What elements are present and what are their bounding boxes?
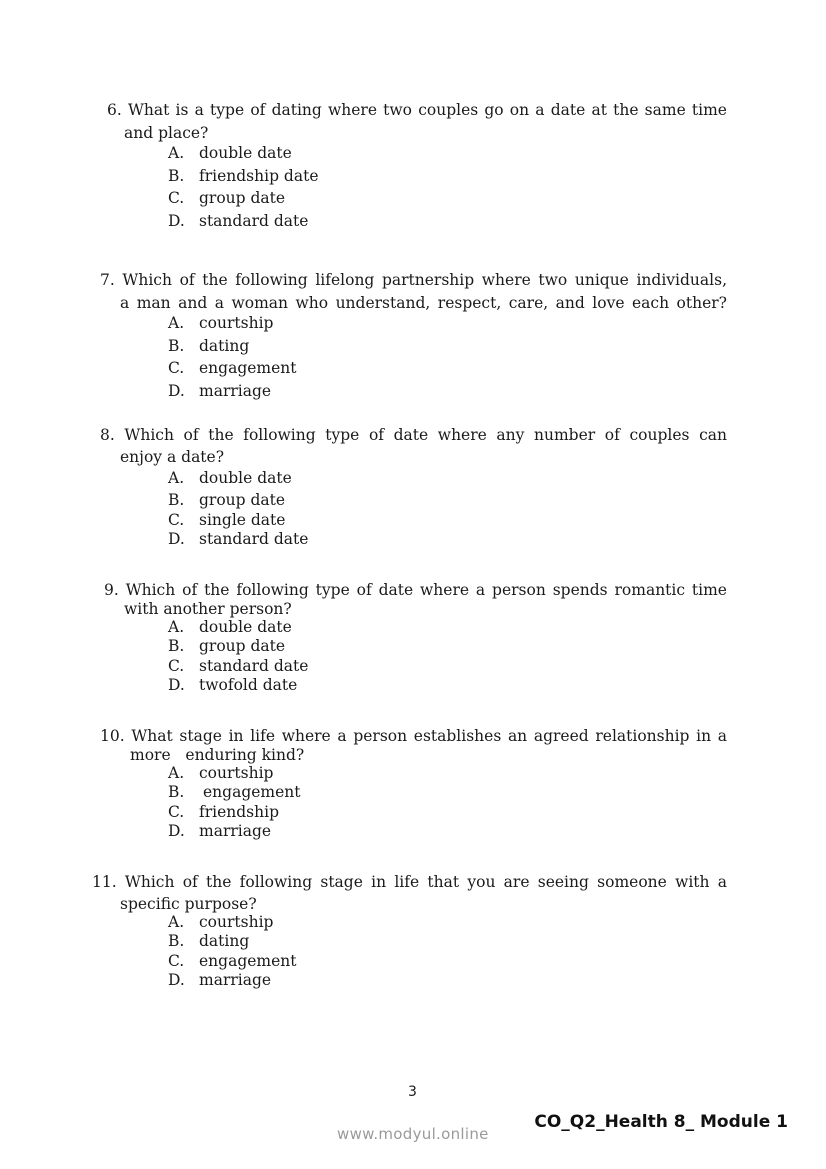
option-b: B. group date [168, 637, 286, 655]
option-c: C. engagement [168, 952, 297, 970]
option-b: B. dating [168, 337, 250, 355]
option-b: B. dating [168, 932, 250, 950]
module-footer: CO_Q2_Health 8_ Module 1 [534, 1112, 788, 1132]
option-d: D. marriage [168, 822, 272, 840]
option-d: D. standard date [168, 530, 309, 548]
option-a: A. courtship [168, 913, 274, 931]
question-text: Which of the following stage in life that you are seeing someone with a [124, 873, 727, 891]
option-c: C. engagement [168, 359, 297, 377]
option-b: B. engagement [168, 783, 301, 801]
option-a: A. courtship [168, 314, 274, 332]
option-a: A. double date [168, 144, 292, 162]
question-number: 9. [104, 581, 119, 599]
question-number: 8. [100, 426, 115, 444]
question-text: Which of the following lifelong partnership where two unique individuals, [122, 271, 727, 289]
question-number: 11. [92, 873, 117, 891]
question-text-cont: a man and a woman who understand, respect, care, and love each other? [120, 294, 727, 312]
page-number: 3 [408, 1084, 417, 1100]
option-c: C. friendship [168, 803, 279, 821]
question-text: What is a type of dating where two couples go on a date at the same time [127, 101, 727, 119]
question-number: 7. [100, 271, 115, 289]
question-text-cont: enjoy a date? [120, 448, 225, 466]
option-a: A. courtship [168, 764, 274, 782]
question-text-cont: specific purpose? [120, 895, 257, 913]
question-text-cont: with another person? [124, 600, 292, 618]
question-text-cont: and place? [124, 124, 209, 142]
question-text: Which of the following type of date where any number of couples can [124, 426, 727, 444]
question-text: What stage in life where a person establishes an agreed relationship in a [131, 727, 727, 745]
option-b: B. friendship date [168, 167, 319, 185]
watermark: www.modyul.online [337, 1125, 489, 1143]
question-number: 6. [107, 101, 122, 119]
option-b: B. group date [168, 491, 286, 509]
option-c: C. single date [168, 511, 286, 529]
question-text: Which of the following type of date where a person spends romantic time [125, 581, 727, 599]
option-d: D. twofold date [168, 676, 298, 694]
option-a: A. double date [168, 618, 292, 636]
question-text-cont: more enduring kind? [130, 746, 305, 764]
option-d: D. marriage [168, 382, 272, 400]
option-a: A. double date [168, 469, 292, 487]
question-number: 10. [100, 727, 125, 745]
option-d: D. standard date [168, 212, 309, 230]
option-c: C. group date [168, 189, 286, 207]
option-c: C. standard date [168, 657, 309, 675]
option-d: D. marriage [168, 971, 272, 989]
